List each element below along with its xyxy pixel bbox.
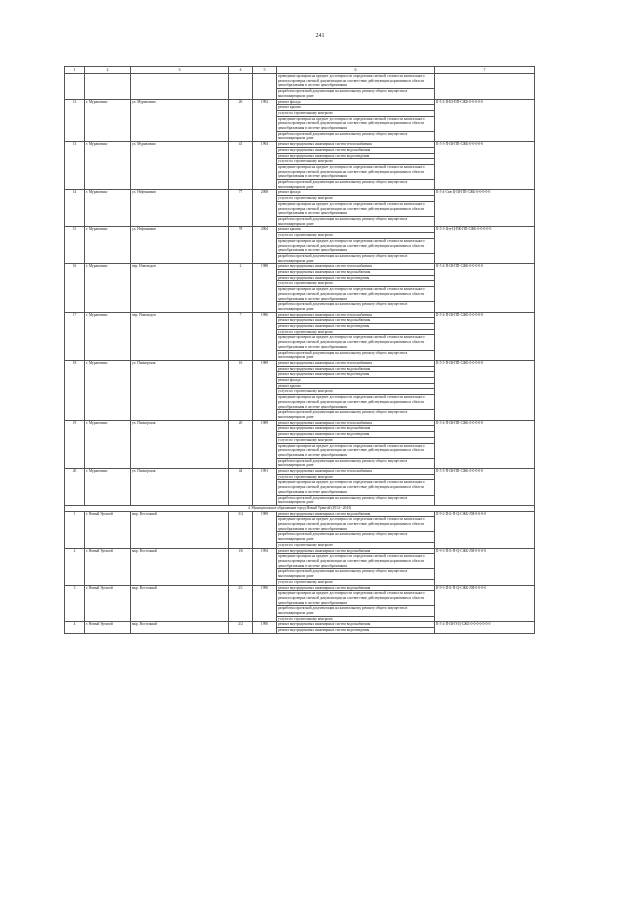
table-row (65, 190, 535, 196)
work-type-cell: разработка проектной документации на капитальному ремонту общего имущества в многоквартирном доме (277, 606, 435, 616)
work-type-cell: ремонт крыши (277, 227, 435, 233)
city-cell: г. Муравленко (85, 99, 131, 142)
street-cell: ул. Нефтяников (131, 227, 229, 264)
column-number: 5 (253, 67, 277, 74)
work-type-cell: разработка проектной документации на капитальному ремонту общего имущества в многоквартирном доме (277, 302, 435, 312)
table-row (65, 622, 535, 628)
work-type-cell: разработка проектной документации на капитальному ремонту общего имущества в многоквартирном доме (277, 495, 435, 505)
page-number: 241 (315, 33, 325, 39)
column-number: 3 (131, 67, 229, 74)
building-code-cell: II-5-3-Ц-в-Ц-ПК-ПП-СЖБ-0-0-0-0-0 (435, 227, 535, 264)
work-type-cell: проведение проверки на предмет достоверности определения сметной стоимости капитального ремонта проверка сметной документации на соответствие действующим нормативам в области ценообразования в системе ценообразования (277, 517, 435, 532)
street-cell (131, 74, 229, 100)
row-number: 15 (65, 227, 85, 264)
city-cell: г. Муравленко (85, 227, 131, 264)
street-cell: ул. Пионерская (131, 420, 229, 468)
work-type-cell: проведение проверки на предмет достоверности определения сметной стоимости капитального ремонта проверка сметной документации на соответствие действующим нормативам в области ценообразования в системе ценообразования (277, 443, 435, 458)
build-year-cell: 2004 (253, 227, 277, 264)
row-number: 1 (65, 511, 85, 548)
table-row (65, 420, 535, 426)
building-code-cell: II-5-4-П-Ш-ПП-СЖБ-0-0-0-0-0 (435, 312, 535, 360)
build-year-cell: 1990 (253, 622, 277, 633)
house-number-cell: 3/4 (229, 511, 253, 548)
house-number-cell: 16 (229, 360, 253, 420)
table-row (65, 469, 535, 475)
work-type-cell: ремонт внутридомовых инженерных систем водоснабжения (277, 270, 435, 276)
work-type-cell: услуги по строительному контролю (277, 196, 435, 202)
row-number: 13 (65, 142, 85, 190)
table-row (65, 548, 535, 554)
work-type-cell: услуги по строительному контролю (277, 616, 435, 622)
work-type-cell: разработка проектной документации на капитальному ремонту общего имущества в многоквартирном доме (277, 131, 435, 141)
row-number: 12 (65, 99, 85, 142)
building-code-cell: II-5-4-П-Ш-ПП-СЖБ-0-0-0-0-0 (435, 420, 535, 468)
street-cell: мкр. Восточный (131, 548, 229, 585)
row-number (65, 74, 85, 100)
work-type-cell: разработка проектной документации на капитальному ремонту общего имущества в многоквартирном доме (277, 180, 435, 190)
city-cell: г. Муравленко (85, 264, 131, 312)
work-type-cell: услуги по строительному контролю (277, 281, 435, 287)
column-number: 4 (229, 67, 253, 74)
repair-plan-table (64, 66, 535, 634)
table-row (65, 585, 535, 591)
work-type-cell: разработка проектной документации на капитальному ремонту общего имущества в многоквартирном доме (277, 89, 435, 99)
work-type-cell: услуги по строительному контролю (277, 110, 435, 116)
table-row (65, 264, 535, 270)
work-type-cell: услуги по строительному контролю (277, 233, 435, 239)
building-code-cell: II-5-5-П-Ш-ПП-СЖБ-0-0-0-0-0 (435, 360, 535, 420)
building-code-cell: II-9-3-П-Б-П-Ц-СЖБ-ЛИ-0-0-0-0 (435, 548, 535, 585)
house-number-cell: 77 (229, 190, 253, 227)
street-cell: ул. Пионерская (131, 360, 229, 420)
house-number-cell: 26 (229, 99, 253, 142)
city-cell: г. Муравленко (85, 312, 131, 360)
section-title: 4. Муниципальное образование город Новый Уренгой (2014 - 2043) (65, 505, 535, 511)
row-number: 18 (65, 360, 85, 420)
work-type-cell: проведение проверки на предмет достоверности определения сметной стоимости капитального ремонта проверка сметной документации на соответствие действующим нормативам в области ценообразования в системе ценообразования (277, 335, 435, 350)
build-year-cell: 1988 (253, 264, 277, 312)
street-cell: мкр. Восточный (131, 585, 229, 622)
work-type-cell: проведение проверки на предмет достоверности определения сметной стоимости капитального ремонта проверка сметной документации на соответствие действующим нормативам в области ценообразования в системе ценообразования (277, 201, 435, 216)
build-year-cell (253, 74, 277, 100)
work-type-cell: ремонт внутридомовых инженерных систем водоснабжения (277, 366, 435, 372)
column-number: 7 (435, 67, 535, 74)
city-cell: г. Муравленко (85, 142, 131, 190)
work-type-cell: ремонт внутридомовых инженерных систем водоснабжения (277, 548, 435, 554)
city-cell: г. Новый Уренгой (85, 511, 131, 548)
house-number-cell: 1/6 (229, 548, 253, 585)
house-number-cell: 2/2 (229, 622, 253, 633)
table-row (65, 74, 535, 89)
city-cell: г. Муравленко (85, 190, 131, 227)
street-cell: пер. Нововодов (131, 264, 229, 312)
build-year-cell: 1994 (253, 142, 277, 190)
street-cell: ул. Муравленко (131, 142, 229, 190)
house-number-cell: 7 (229, 312, 253, 360)
work-type-cell: проведение проверки на предмет достоверности определения сметной стоимости капитального ремонта проверка сметной документации на соответствие действующим нормативам в области ценообразования в системе ценообразования (277, 591, 435, 606)
house-number-cell: 2/1 (229, 585, 253, 622)
street-cell: ул. Нефтяников (131, 190, 229, 227)
work-type-cell: ремонт внутридомовых инженерных систем водоснабжения (277, 318, 435, 324)
work-type-cell: проведение проверки на предмет достоверности определения сметной стоимости капитального ремонта проверка сметной документации на соответствие действующим нормативам в области ценообразования в системе ценообразования (277, 74, 435, 89)
work-type-cell: разработка проектной документации на капитальному ремонту общего имущества в многоквартирном доме (277, 410, 435, 420)
row-number: 4 (65, 622, 85, 633)
build-year-cell: 1991 (253, 469, 277, 506)
row-number: 14 (65, 190, 85, 227)
work-type-cell: услуги по строительному контролю (277, 474, 435, 480)
work-type-cell: ремонт внутридомовых инженерных систем теплоснабжения (277, 142, 435, 148)
build-year-cell: 1989 (253, 420, 277, 468)
building-code-cell: II-5-4-П-Ш-ПП-СЖБ-0-0-0-0-0 (435, 264, 535, 312)
table-row (65, 99, 535, 105)
building-code-cell: II-9-3-П-Б-П-Ц-СЖБ-ЛИ-0-0-0-0 (435, 585, 535, 622)
work-type-cell: ремонт внутридомовых инженерных систем теплоснабжения (277, 420, 435, 426)
work-type-cell: ремонт внутридомовых инженерных систем водоотведения (277, 153, 435, 159)
row-number: 19 (65, 420, 85, 468)
work-type-cell: проведение проверки на предмет достоверности определения сметной стоимости капитального ремонта проверка сметной документации на соответствие действующим нормативам в области ценообразования в системе ценообразования (277, 395, 435, 410)
building-code-cell: II-5-2-II-Ш-ПП-СЖБ-0-0-0-0-0 (435, 99, 535, 142)
work-type-cell: проведение проверки на предмет достоверности определения сметной стоимости капитального ремонта проверка сметной документации на соответствие действующим нормативам в области ценообразования в системе ценообразования (277, 554, 435, 569)
city-cell: г. Новый Уренгой (85, 622, 131, 633)
building-code-cell: II-5-3-П-Ш-ПП-СЖБ-0-0-0-0-0 (435, 469, 535, 506)
build-year-cell: 2008 (253, 190, 277, 227)
row-number: 2 (65, 548, 85, 585)
column-number: 1 (65, 67, 85, 74)
build-year-cell: 1994 (253, 548, 277, 585)
house-number-cell (229, 74, 253, 100)
house-number-cell: 41 (229, 142, 253, 190)
build-year-cell: 1989 (253, 511, 277, 548)
work-type-cell: ремонт крыши (277, 105, 435, 111)
city-cell: г. Новый Уренгой (85, 548, 131, 585)
row-number: 3 (65, 585, 85, 622)
street-cell: мкр. Восточный (131, 622, 229, 633)
work-type-cell: ремонт фасада (277, 378, 435, 384)
work-type-cell: ремонт внутридомовых инженерных систем водоснабжения (277, 147, 435, 153)
house-number-cell: 2 (229, 264, 253, 312)
work-type-cell: ремонт внутридомовых инженерных систем водоотведения (277, 372, 435, 378)
column-number: 6 (277, 67, 435, 74)
work-type-cell: проведение проверки на предмет достоверности определения сметной стоимости капитального ремонта проверка сметной документации на соответствие действующим нормативам в области ценообразования в системе ценообразования (277, 164, 435, 179)
work-type-cell: ремонт внутридомовых инженерных систем водоснабжения (277, 426, 435, 432)
city-cell: г. Новый Уренгой (85, 585, 131, 622)
work-type-cell: разработка проектной документации на капитальному ремонту общего имущества в многоквартирном доме (277, 569, 435, 579)
building-code-cell: II-5-5-П-Ш-ПП-СЖБ-0-0-0-0-0 (435, 142, 535, 190)
work-type-cell: ремонт внутридомовых инженерных систем водоснабжения (277, 585, 435, 591)
work-type-cell: ремонт внутридомовых инженерных систем теплоснабжения (277, 264, 435, 270)
work-type-cell: ремонт внутридомовых инженерных систем водоотведения (277, 275, 435, 281)
work-type-cell: услуги по строительному контролю (277, 542, 435, 548)
work-type-cell: проведение проверки на предмет достоверности определения сметной стоимости капитального ремонта проверка сметной документации на соответствие действующим нормативам в области ценообразования в системе ценообразования (277, 287, 435, 302)
work-type-cell: услуги по строительному контролю (277, 159, 435, 165)
city-cell: г. Муравленко (85, 420, 131, 468)
work-type-cell: проведение проверки на предмет достоверности определения сметной стоимости капитального ремонта проверка сметной документации на соответствие действующим нормативам в области ценообразования в системе ценообразования (277, 480, 435, 495)
work-type-cell: проведение проверки на предмет достоверности определения сметной стоимости капитального ремонта проверка сметной документации на соответствие действующим нормативам в области ценообразования в системе ценообразования (277, 238, 435, 253)
work-type-cell: ремонт внутридомовых инженерных систем водоотведения (277, 324, 435, 330)
work-type-cell: ремонт внутридомовых инженерных систем теплоснабжения (277, 312, 435, 318)
building-code-cell (435, 74, 535, 100)
city-cell: г. Муравленко (85, 360, 131, 420)
building-code-cell: II-9-2-П-Б-П-Ц-СЖБ-ЛИ-0-0-0-0 (435, 511, 535, 548)
house-number-cell: 78 (229, 227, 253, 264)
build-year-cell: 1992 (253, 99, 277, 142)
table-row (65, 360, 535, 366)
work-type-cell: ремонт внутридомовых инженерных систем водоснабжения (277, 622, 435, 628)
row-number: 20 (65, 469, 85, 506)
table-row (65, 312, 535, 318)
work-type-cell: ремонт фасада (277, 99, 435, 105)
street-cell: ул. Муравленко (131, 99, 229, 142)
work-type-cell: проведение проверки на предмет достоверности определения сметной стоимости капитального ремонта проверка сметной документации на соответствие действующим нормативам в области ценообразования в системе ценообразования (277, 116, 435, 131)
work-type-cell: услуги по строительному контролю (277, 579, 435, 585)
city-cell (85, 74, 131, 100)
work-type-cell: услуги по строительному контролю (277, 329, 435, 335)
work-type-cell: разработка проектной документации на капитальному ремонту общего имущества в многоквартирном доме (277, 216, 435, 226)
work-type-cell: ремонт внутридомовых инженерных систем водоснабжения (277, 511, 435, 517)
work-type-cell: разработка проектной документации на капитальному ремонту общего имущества в многоквартирном доме (277, 350, 435, 360)
build-year-cell: 1989 (253, 360, 277, 420)
column-number-row (65, 67, 535, 74)
work-type-cell: услуги по строительному контролю (277, 437, 435, 443)
house-number-cell: 20 (229, 420, 253, 468)
street-cell: ул. Пионерская (131, 469, 229, 506)
table-row (65, 511, 535, 517)
work-type-cell: услуги по строительному контролю (277, 389, 435, 395)
table-row (65, 142, 535, 148)
building-code-cell: II-5-4-Скв-Ц-Ш-ПП-СЖБ-0-0-0-0-0 (435, 190, 535, 227)
work-type-cell: ремонт внутридомовых инженерных систем водоотведения (277, 432, 435, 438)
work-type-cell: разработка проектной документации на капитальному ремонту общего имущества в многоквартирном доме (277, 253, 435, 263)
build-year-cell: 1990 (253, 585, 277, 622)
work-type-cell: разработка проектной документации на капитальному ремонту общего имущества в многоквартирном доме (277, 532, 435, 542)
work-type-cell: ремонт внутридомовых инженерных систем теплоснабжения (277, 469, 435, 475)
street-cell: мкр. Восточный (131, 511, 229, 548)
city-cell: г. Муравленко (85, 469, 131, 506)
work-type-cell: ремонт крыши (277, 383, 435, 389)
row-number: 17 (65, 312, 85, 360)
building-code-cell: II-5-2-П-Ш-П-Ц-СЖБ-0-0-0-0-0-0-0 (435, 622, 535, 633)
column-number: 2 (85, 67, 131, 74)
build-year-cell: 1986 (253, 312, 277, 360)
work-type-cell: ремонт внутридомовых инженерных систем теплоснабжения (277, 360, 435, 366)
street-cell: пер. Нововодов (131, 312, 229, 360)
table-row (65, 227, 535, 233)
work-type-cell: ремонт внутридомовых инженерных систем водоотведения (277, 628, 435, 634)
work-type-cell: разработка проектной документации на капитальному ремонту общего имущества в многоквартирном доме (277, 458, 435, 468)
work-type-cell: ремонт фасада (277, 190, 435, 196)
row-number: 16 (65, 264, 85, 312)
house-number-cell: 44 (229, 469, 253, 506)
